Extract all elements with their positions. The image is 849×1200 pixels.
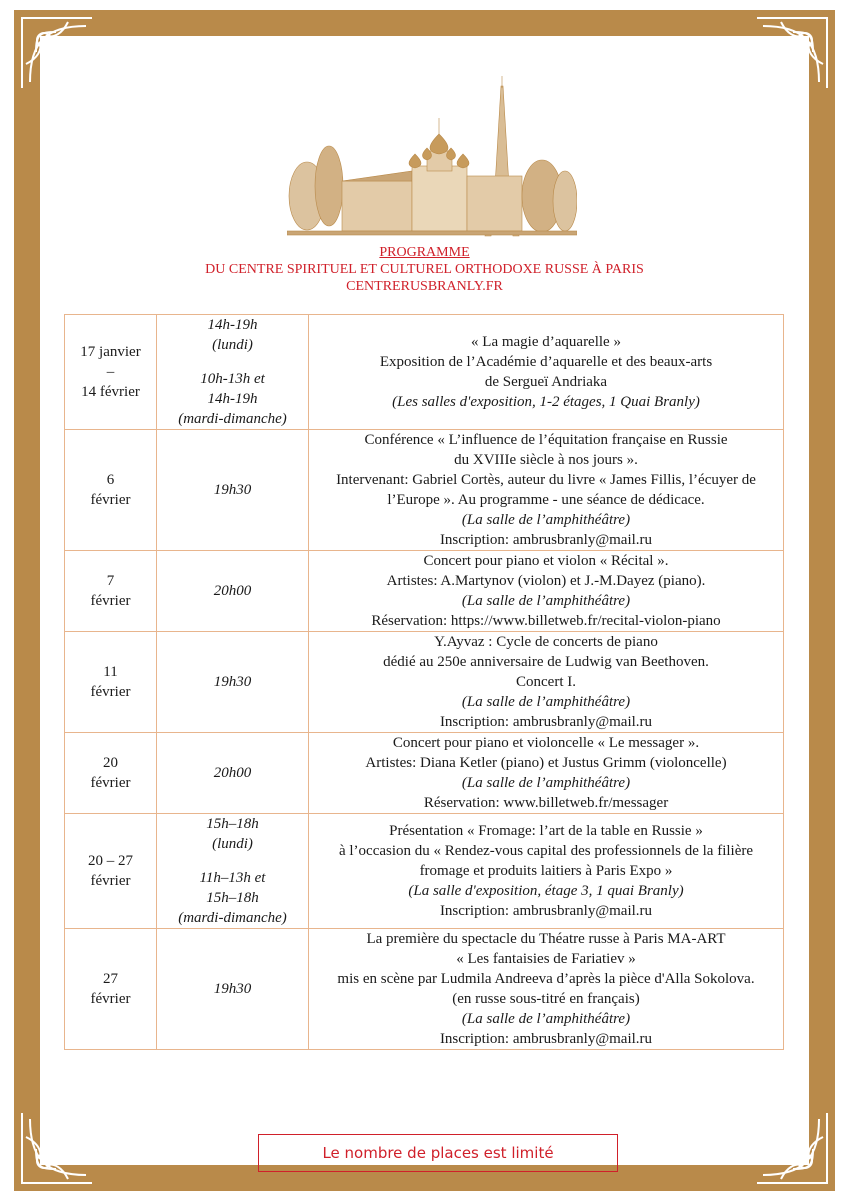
event-description-line: dédié au 250e anniversaire de Ludwig van Beethoven.: [383, 654, 709, 670]
event-date-line: février: [90, 492, 131, 508]
event-description-line: de Sergueï Andriaka: [484, 374, 608, 390]
event-row: [65, 929, 784, 1050]
event-description-line: Exposition de l’Académie d’aquarelle et des beaux-arts: [379, 354, 713, 370]
programme-table: [64, 314, 784, 1050]
event-row: [65, 315, 784, 430]
event-row: [65, 814, 784, 929]
event-description-line: (La salle d'exposition, étage 3, 1 quai Branly): [408, 883, 684, 899]
website-label: CENTRERUSBRANLY.FR: [346, 279, 503, 294]
event-description-line: (La salle de l’amphithéâtre): [461, 1011, 631, 1027]
event-description-line: « La magie d’aquarelle »: [471, 334, 621, 350]
event-description-line: Concert pour piano et violoncelle « Le messager ».: [392, 735, 700, 751]
event-time: [157, 315, 309, 430]
event-date: [65, 733, 157, 814]
programme-title: PROGRAMME: [379, 245, 470, 260]
event-time-line: [161, 854, 304, 868]
event-date-line: 7: [106, 573, 115, 589]
event-description-line: l’Europe ». Au programme - une séance de dédicace.: [387, 492, 705, 508]
event-row: [65, 733, 784, 814]
event-date: [65, 814, 157, 929]
event-description-line: fromage et produits laitiers à Paris Expo »: [419, 863, 673, 879]
event-description-line: mis en scène par Ludmila Andreeva d’après la pièce d'Alla Sokolova.: [337, 971, 755, 987]
event-description-line: du XVIIIe siècle à nos jours ».: [454, 452, 638, 468]
event-date-line: 14 février: [81, 384, 140, 400]
event-description-line: Inscription: ambrusbranly@mail.ru: [439, 532, 653, 548]
event-description-line: (La salle de l’amphithéâtre): [461, 593, 631, 609]
event-time-line: 11h–13h et: [199, 870, 266, 886]
event-time: [157, 814, 309, 929]
event-description: [309, 632, 784, 733]
event-description-line: Artistes: A.Martynov (violon) et J.-M.Dayez (piano).: [386, 573, 706, 589]
event-time-line: 20h00: [213, 583, 252, 599]
event-description-line: Intervenant: Gabriel Cortès, auteur du livre « James Fillis, l’écuyer de: [336, 472, 756, 488]
event-time: [157, 551, 309, 632]
event-date: [65, 551, 157, 632]
event-date: [65, 315, 157, 430]
event-time-line: 14h-19h: [207, 391, 258, 407]
event-date: [65, 430, 157, 551]
event-date: [65, 929, 157, 1050]
event-time-line: (mardi-dimanche): [178, 411, 287, 427]
event-description-line: Artistes: Diana Ketler (piano) et Justus Grimm (violoncelle): [365, 755, 727, 771]
event-time: [157, 430, 309, 551]
event-description-line: (en russe sous-titré en français): [452, 991, 640, 1007]
cathedral-logo: [287, 76, 577, 241]
event-description: [309, 430, 784, 551]
event-time: [157, 733, 309, 814]
programme-header: [40, 244, 809, 295]
event-date-line: février: [90, 684, 131, 700]
event-time-line: 19h30: [213, 674, 252, 690]
limited-places-notice: Le nombre de places est limité: [258, 1134, 618, 1172]
event-date-line: 11: [103, 664, 118, 680]
event-description-line: Concert pour piano et violon « Récital ».: [423, 553, 669, 569]
event-description: [309, 814, 784, 929]
event-description-line: Inscription: ambrusbranly@mail.ru: [439, 903, 653, 919]
event-date-line: février: [90, 775, 131, 791]
event-date-line: 17 janvier: [80, 344, 141, 360]
event-description-line: (La salle de l’amphithéâtre): [461, 775, 631, 791]
event-row: [65, 430, 784, 551]
event-date-line: 20 – 27: [88, 853, 133, 869]
event-time-line: 19h30: [213, 981, 252, 997]
event-time-line: 15h–18h: [206, 890, 259, 906]
event-description-line: « Les fantaisies de Fariatiev »: [456, 951, 636, 967]
event-date-line: février: [90, 593, 131, 609]
event-description-line: Y.Ayvaz : Cycle de concerts de piano: [434, 634, 658, 650]
event-date-line: février: [90, 991, 131, 1007]
event-description-line: Conférence « L’influence de l’équitation française en Russie: [364, 432, 728, 448]
event-description-line: (La salle de l’amphithéâtre): [461, 512, 631, 528]
event-time-line: (lundi): [212, 836, 253, 852]
page-frame: [14, 10, 835, 1191]
event-time-line: (mardi-dimanche): [178, 910, 287, 926]
event-date-line: 20: [103, 755, 118, 771]
event-description-line: (La salle de l’amphithéâtre): [461, 694, 631, 710]
event-time-line: 19h30: [213, 482, 252, 498]
event-date-line: 6: [106, 472, 115, 488]
event-time: [157, 929, 309, 1050]
event-description: [309, 733, 784, 814]
event-description: [309, 315, 784, 430]
event-description-line: Réservation: https://www.billetweb.fr/recital-violon-piano: [371, 613, 721, 629]
event-description-line: Concert I.: [516, 674, 576, 690]
event-description-line: La première du spectacle du Théatre russe à Paris MA-ART: [366, 931, 726, 947]
page-content: [40, 36, 809, 1165]
centre-name: DU CENTRE SPIRITUEL ET CULTUREL ORTHODOXE RUSSE À PARIS: [205, 262, 644, 277]
event-description-line: à l’occasion du « Rendez-vous capital des professionnels de la filière: [338, 843, 754, 859]
event-date-line: –: [106, 364, 115, 380]
event-date-line: 27: [103, 971, 118, 987]
event-row: [65, 632, 784, 733]
event-description: [309, 551, 784, 632]
event-time-line: 20h00: [213, 765, 252, 781]
event-description-line: Réservation: www.billetweb.fr/messager: [423, 795, 669, 811]
event-description: [309, 929, 784, 1050]
event-time-line: 10h-13h et: [200, 371, 265, 387]
event-date: [65, 632, 157, 733]
event-time-line: [161, 355, 304, 369]
event-description-line: (Les salles d'exposition, 1-2 étages, 1 Quai Branly): [392, 394, 700, 410]
event-time: [157, 632, 309, 733]
event-description-line: Inscription: ambrusbranly@mail.ru: [439, 1031, 653, 1047]
event-time-line: (lundi): [212, 337, 253, 353]
event-description-line: Inscription: ambrusbranly@mail.ru: [439, 714, 653, 730]
event-row: [65, 551, 784, 632]
event-time-line: 14h-19h: [207, 317, 258, 333]
event-time-line: 15h–18h: [206, 816, 259, 832]
event-date-line: février: [90, 873, 131, 889]
event-description-line: Présentation « Fromage: l’art de la table en Russie »: [389, 823, 703, 839]
